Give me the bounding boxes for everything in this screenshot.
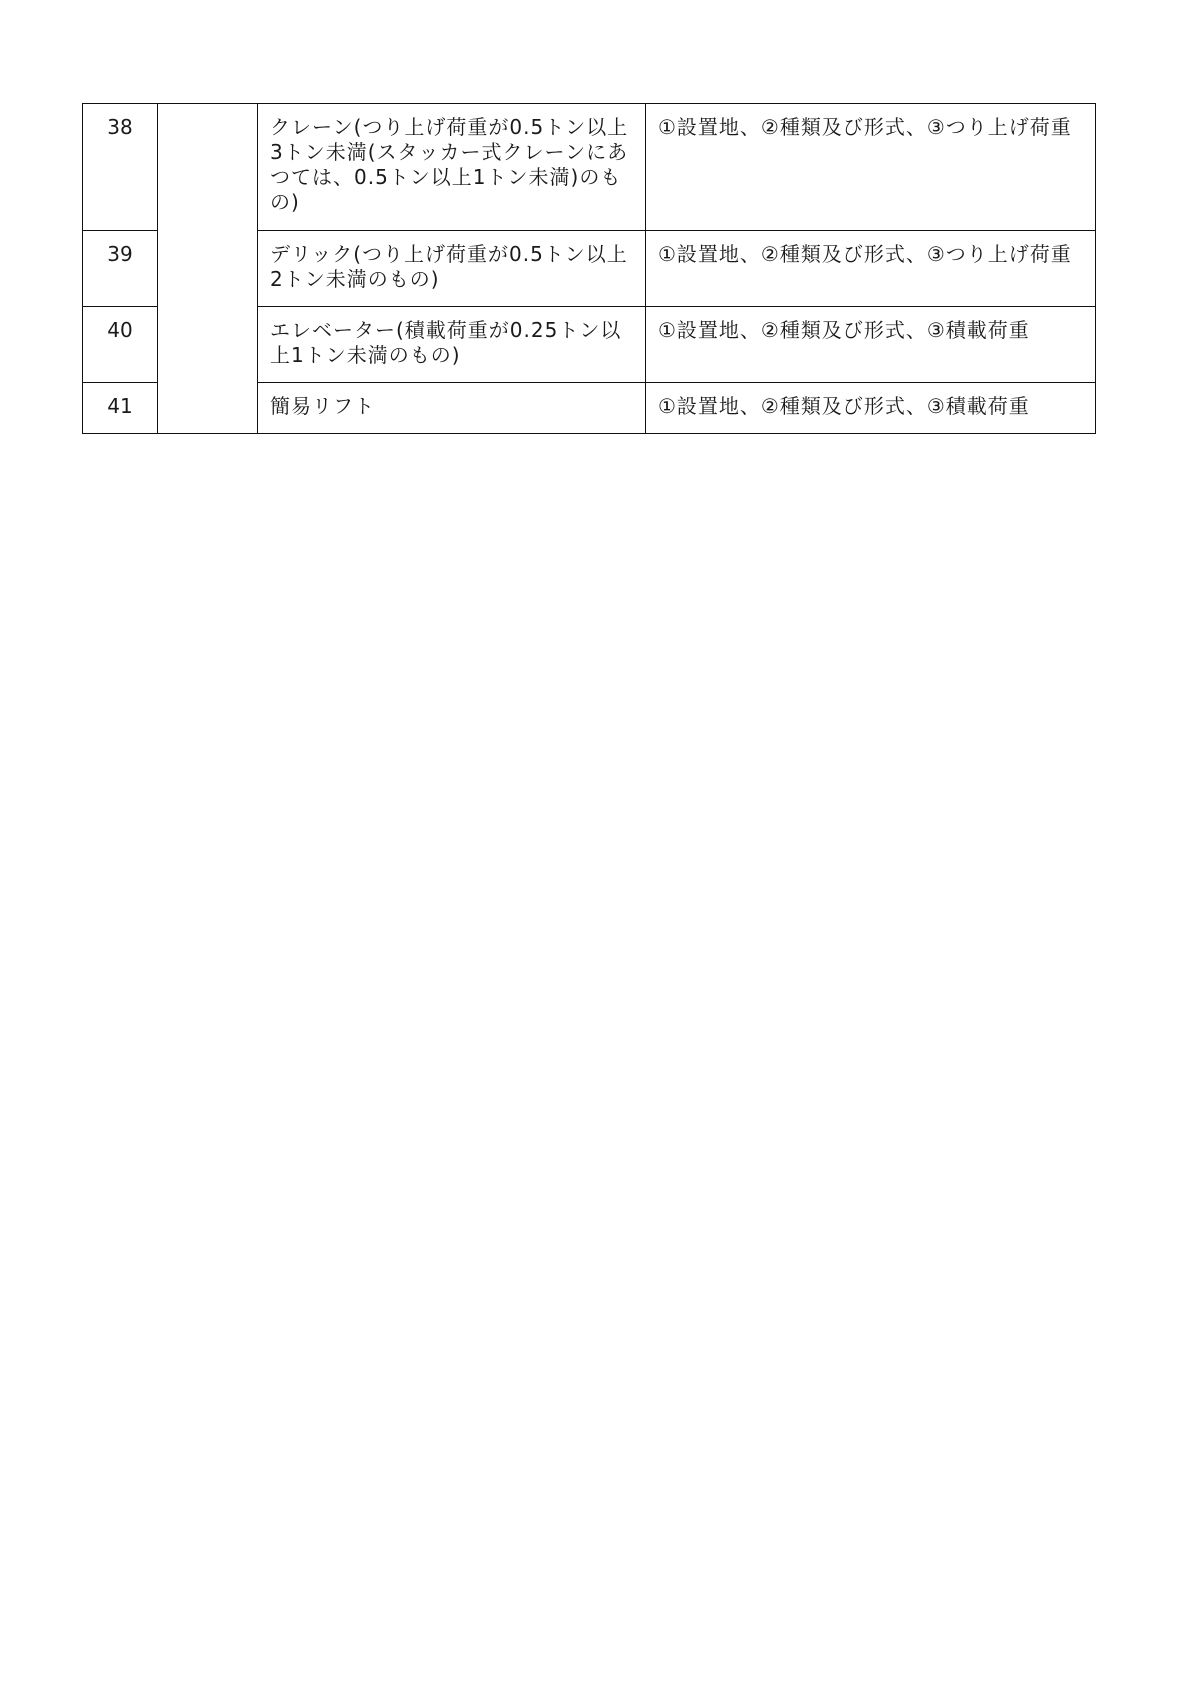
category-cell (158, 231, 258, 307)
table-row (83, 307, 1096, 383)
table-row (83, 383, 1096, 434)
machine-description: 簡易リフト (258, 383, 646, 434)
machine-description: クレーン(つり上げ荷重が0.5トン以上3トン未満(スタッカー式クレーンにあつては、0.5トン以上1トン未満)のもの) (258, 104, 646, 231)
table-row (83, 231, 1096, 307)
row-number: 38 (83, 104, 158, 231)
category-cell (158, 383, 258, 434)
registration-items: ①設置地、②種類及び形式、③積載荷重 (646, 383, 1096, 434)
machine-registration-table (82, 103, 1096, 434)
registration-items: ①設置地、②種類及び形式、③積載荷重 (646, 307, 1096, 383)
row-number: 40 (83, 307, 158, 383)
registration-items: ①設置地、②種類及び形式、③つり上げ荷重 (646, 104, 1096, 231)
row-number: 39 (83, 231, 158, 307)
machine-description: エレベーター(積載荷重が0.25トン以上1トン未満のもの) (258, 307, 646, 383)
table-row (83, 104, 1096, 231)
category-cell (158, 104, 258, 231)
machine-description: デリック(つり上げ荷重が0.5トン以上2トン未満のもの) (258, 231, 646, 307)
row-number: 41 (83, 383, 158, 434)
category-cell (158, 307, 258, 383)
registration-items: ①設置地、②種類及び形式、③つり上げ荷重 (646, 231, 1096, 307)
